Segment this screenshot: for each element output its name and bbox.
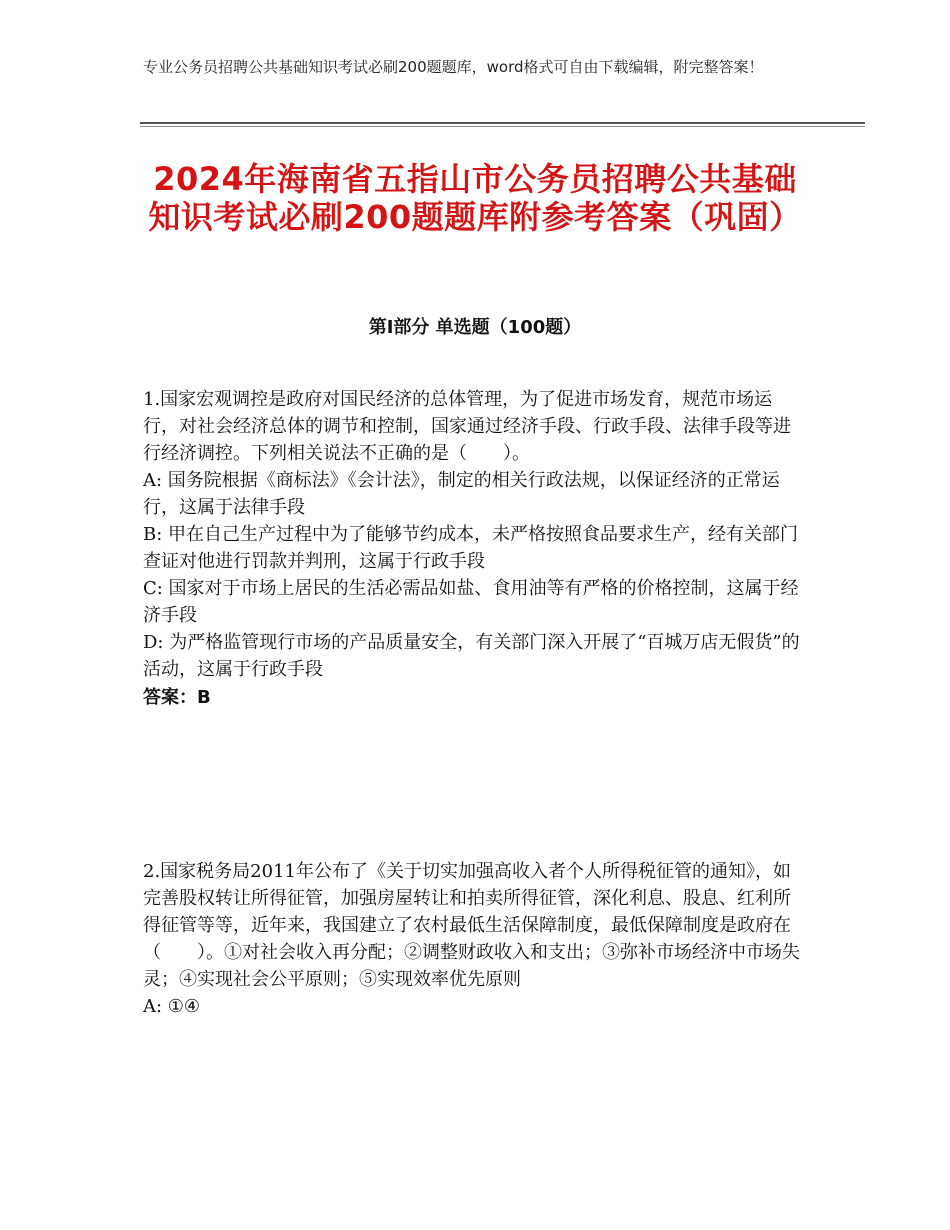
header-divider-thin — [140, 126, 865, 127]
option-a: A: ①④ — [143, 996, 201, 1017]
header-divider-thick — [140, 122, 865, 124]
question-stem: 1.国家宏观调控是政府对国民经济的总体管理，为了促进市场发育，规范市场运行，对社会经济总体的调节和控制，国家通过经济手段、行政手段、法律手段等进行经济调控。下列相关说法不正确的是（ ）。 — [143, 389, 791, 464]
section-title: 第Ⅰ部分 单选题（100题） — [368, 317, 582, 338]
option-c: C: 国家对于市场上居民的生活必需品如盐、食用油等有严格的价格控制，这属于经济手段 — [143, 578, 799, 626]
answer-label: 答案：B — [143, 687, 211, 708]
option-d: D: 为严格监管现行市场的产品质量安全，有关部门深入开展了“百城万店无假货”的活动，这属于行政手段 — [143, 632, 800, 680]
document-title: 2024年海南省五指山市公务员招聘公共基础知识考试必刷200题题库附参考答案（巩固） — [148, 160, 802, 236]
header-note: 专业公务员招聘公共基础知识考试必刷200题题库，word格式可自由下载编辑，附完整答案！ — [143, 58, 764, 76]
question-1 — [143, 386, 808, 713]
option-a: A: 国务院根据《商标法》《会计法》，制定的相关行政法规，以保证经济的正常运行，这属于法律手段 — [143, 470, 780, 518]
question-2 — [143, 858, 808, 1020]
option-b: B: 甲在自己生产过程中为了能够节约成本，未严格按照食品要求生产，经有关部门查证对他进行罚款并判刑，这属于行政手段 — [143, 524, 799, 572]
question-stem: 2.国家税务局2011年公布了《关于切实加强高收入者个人所得税征管的通知》，如完善股权转让所得征管，加强房屋转让和拍卖所得征管，深化利息、股息、红利所得征管等等，近年来，我国建立了农村最低生活保障制度，最低保障制度是政府在（ ）。①对社会收入再分配；②调整财政收入和支出；③弥补市场经济中市场失灵；④实现社会公平原则；⑤实现效率优先原则 — [143, 861, 800, 990]
